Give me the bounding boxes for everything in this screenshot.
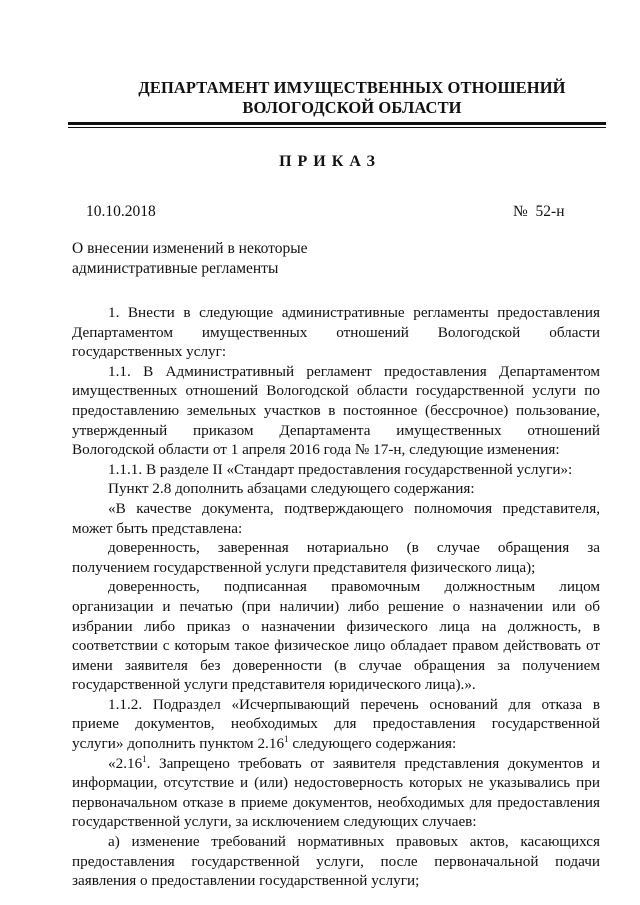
text-line: организации и печатью (при наличии) либо решение о назначении или об [72, 597, 600, 615]
header-rule-thin [68, 127, 606, 128]
paragraph-signed-proxy [72, 577, 600, 695]
document-type-title: ПРИКАЗ [279, 153, 381, 170]
document-number: № 52-н [513, 203, 565, 220]
paragraph-1-1-1 [72, 460, 600, 480]
document-subject [72, 239, 308, 278]
paragraph-notary-proxy [72, 538, 600, 577]
org-name-line2: ВОЛОГОДСКОЙ ОБЛАСТИ [242, 98, 462, 117]
text-line: утвержденный приказом Департамента имущественных отношений [72, 421, 600, 439]
text-line: предоставлению земельных участков в постоянное (бессрочное) пользование, [72, 401, 600, 419]
text-line: информации, отсутствие и (или) недостоверность которых не указывались при [72, 774, 600, 792]
subject-line: административные регламенты [72, 259, 279, 277]
text-fragment: «2.16 [108, 754, 143, 772]
text-line: доверенность, заверенная нотариально (в случае обращения за [108, 539, 600, 557]
paragraph-point-2-8 [72, 479, 600, 499]
text-line: Вологодской области от 1 апреля 2016 года № 17-н, следующие изменения: [72, 441, 560, 459]
text-line: имени заявителя без доверенности (в случае обращения за получением [72, 656, 600, 674]
text-line: соответствии с которым такое физическое лицо обладает правом действовать от [72, 637, 600, 655]
header-rule-thick [68, 122, 606, 125]
text-line: предоставления государственной услуги, после первоначальной подачи [72, 852, 600, 870]
text-line: государственной услуги, за исключением следующих случаев: [72, 813, 477, 831]
superscript: 1 [142, 753, 147, 764]
text-line: 1. Внести в следующие административные регламенты предоставления [108, 304, 600, 321]
text-line: 1.1.2. Подраздел «Исчерпывающий перечень оснований для отказа в [108, 695, 600, 713]
superscript: 1 [284, 734, 289, 745]
text-line: первоначальном отказе в приеме документов, необходимых для предоставления [72, 793, 600, 811]
text-line: получением государственной услуги представителя физического лица); [72, 558, 536, 576]
text-line: 1.1. В Административный регламент предоставления Департаментом [108, 362, 600, 380]
text-line [72, 734, 600, 754]
text-line: Департаментом имущественных отношений Вологодской области [72, 323, 600, 341]
text-line: заявления о предоставлении государственной услуги; [72, 872, 420, 890]
text-line: может быть представлена: [72, 519, 243, 537]
paragraph-representative [72, 499, 600, 538]
text-line: приеме документов, необходимых для предоставления государственной [72, 715, 600, 733]
paragraph-1-1-2 [72, 695, 600, 754]
text-fragment: следующего содержания: [288, 735, 457, 753]
subject-line: О внесении изменений в некоторые [72, 240, 308, 257]
text-line: доверенность, подписанная правомочным должностным лицом [108, 578, 600, 596]
text-line: государственной услуги представителя юридического лица).». [72, 676, 476, 694]
org-name-line1: ДЕПАРТАМЕНТ ИМУЩЕСТВЕННЫХ ОТНОШЕНИЙ [138, 78, 566, 97]
document-body [72, 303, 600, 891]
text-line: Пункт 2.8 дополнить абзацами следующего содержания: [108, 480, 475, 498]
paragraph-1 [72, 303, 600, 362]
text-line: а) изменение требований нормативных правовых актов, касающихся [108, 833, 600, 851]
text-line: «В качестве документа, подтверждающего полномочия представителя, [108, 499, 600, 517]
paragraph-2-16-1 [72, 754, 600, 832]
text-line: имущественных отношений Вологодской области государственной услуги по [72, 382, 600, 400]
text-line [72, 754, 600, 774]
text-fragment: услуги» дополнить пунктом 2.16 [72, 735, 285, 753]
document-date: 10.10.2018 [86, 203, 156, 220]
text-line: 1.1.1. В разделе II «Стандарт предоставления государственной услуги»: [108, 460, 573, 478]
text-line: избрании либо приказ о назначении физического лица на должность, в [72, 617, 600, 635]
text-line: государственных услуг: [72, 343, 227, 361]
paragraph-1-1 [72, 362, 600, 460]
paragraph-item-a [72, 832, 600, 891]
text-fragment: . Запрещено требовать от заявителя представления документов и [146, 754, 600, 772]
